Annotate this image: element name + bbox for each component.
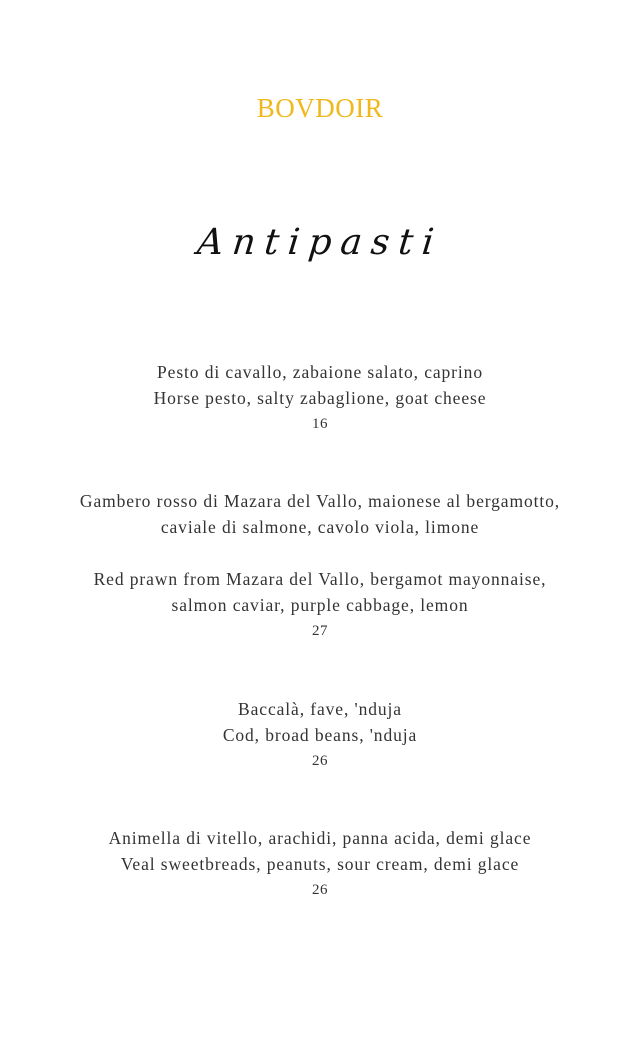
dish-name-english: salmon caviar, purple cabbage, lemon xyxy=(171,595,469,615)
dish-name-italian: Pesto di cavallo, zabaione salato, caprino xyxy=(157,362,483,382)
dish-name-english: Red prawn from Mazara del Vallo, bergamot mayonnaise, xyxy=(93,569,547,589)
dish-name-italian: Animella di vitello, arachidi, panna acida, demi glace xyxy=(108,828,532,848)
dish-price: 16 xyxy=(312,416,328,432)
dish-name-italian: caviale di salmone, cavolo viola, limone xyxy=(160,517,480,537)
dish-price: 26 xyxy=(312,753,328,769)
dish-name-english: Horse pesto, salty zabaglione, goat cheese xyxy=(153,388,487,408)
menu-item xyxy=(0,488,640,644)
dish-price: 26 xyxy=(312,882,328,898)
dish-name-english: Cod, broad beans, 'nduja xyxy=(222,725,418,745)
menu-item xyxy=(0,696,640,774)
menu-item xyxy=(0,825,640,903)
spacer xyxy=(0,540,640,566)
dish-price: 27 xyxy=(312,623,328,639)
dish-name-english: Veal sweetbreads, peanuts, sour cream, demi glace xyxy=(120,854,520,874)
brand-logo: BOVDOIR xyxy=(256,93,384,123)
dish-name-italian: Baccalà, fave, 'nduja xyxy=(238,699,402,719)
menu-item xyxy=(0,359,640,437)
dish-name-italian: Gambero rosso di Mazara del Vallo, maionese al bergamotto, xyxy=(79,491,561,511)
section-title: Antipasti xyxy=(195,222,445,263)
